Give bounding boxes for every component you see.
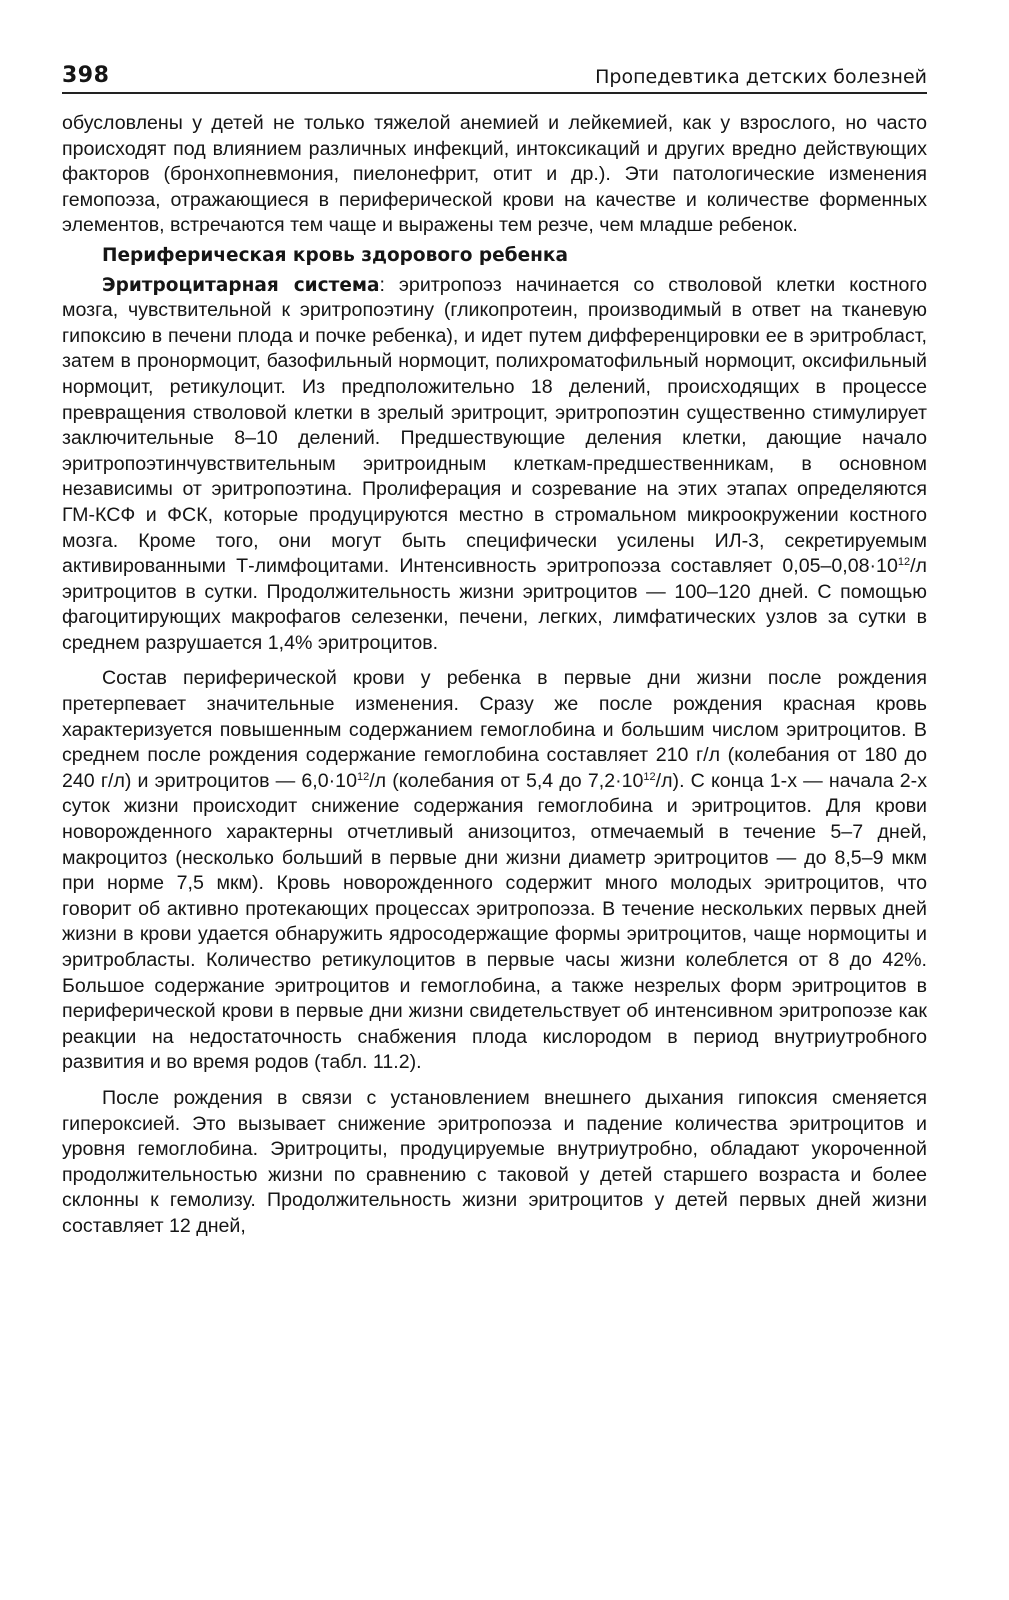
section-heading: Периферическая кровь здорового ребенка — [102, 244, 568, 266]
running-title: Пропедевтика детских болезней — [595, 66, 927, 88]
book-page — [62, 56, 927, 1240]
paragraph-3-text-a: Состав периферической крови у ребенка в первые дни жизни после рождения претерпевает значительные изменения. Сразу же после рождения красная кровь характеризуется повышенным содержанием гемоглобина и большим числом эритроцитов. В среднем после рождения содержание гемоглобина составляет 210 г/л (колебания от 180 до 240 г/л) и эритроцитов — 6,0·10 — [62, 667, 927, 792]
paragraph-3-superscript-1: 12 — [356, 770, 370, 783]
paragraph-3-text-c: /л). С конца 1-х — начала 2-х суток жизни происходит снижение содержания гемоглобина и эритроцитов. Для крови новорожденного характерны отчетливый анизоцитоз, отмечаемый в течение 5–7 дней, макроцитоз (несколько больший в первые дни жизни диаметр эритроцитов — до 8,5–9 мкм при норме 7,5 мкм). Кровь новорожденного содержит много молодых эритроцитов, что говорит об активно протекающих процессах эритропоэза. В течение нескольких первых дней жизни в крови удается обнаружить ядросодержащие формы эритроцитов, чаще нормоциты и эритробласты. Количество ретикулоцитов в первые часы жизни колеблется от 8 до 42%. Большое содержание эритроцитов и гемоглобина, а также незрелых форм эритроцитов в периферической крови в первые дни жизни свидетельствует об интенсивном эритропоэзе как реакции на недостаточность снабжения плода кислородом в период внутриутробного развития и во время родов (табл. 11.2). — [62, 769, 928, 1074]
paragraph-2-superscript: 12 — [897, 556, 911, 569]
paragraph-2-lead: Эритроцитарная система — [102, 274, 380, 296]
paragraph-2-text-a: : эритропоэз начинается со стволовой клетки костного мозга, чувствительной к эритропоэтину (гликопротеин, производимый в ответ на тканевую гипоксию в печени плода и почке ребенка), и идет путем дифференцировки ее в эритробласт, затем в пронормоцит, базофильный нормоцит, полихроматофильный нормоцит, оксифильный нормоцит, ретикулоцит. Из предположительно 18 делений, происходящих в процессе превращения стволовой клетки в зрелый эритроцит, эритропоэтин существенно стимулирует заключительные 8–10 делений. Предшествующие деления клетки, дающие начало эритропоэтинчувствительным эритроидным клеткам-предшественникам, в основном независимы от эритропоэтина. Пролиферация и созревание на этих этапах определяются ГМ-КСФ и ФСК, которые продуцируются местно в стромальном микроокружении костного мозга. Кроме того, они могут быть специфически усилены ИЛ-3, секретируемым активированными Т-лимфоцитами. Интенсивность эритропоэза составляет 0,05–0,08·10 — [62, 273, 927, 578]
paragraph-1: обусловлены у детей не только тяжелой анемией и лейкемией, как у взрослого, но часто происходят под влиянием различных инфекций, интоксикаций и других вредно действующих факторов (бронхопневмония, пиелонефрит, отит и др.). Эти патологические изменения гемопоэза, отражающиеся в периферической крови на качестве и количестве форменных элементов, встречаются тем чаще и выражены тем резче, чем младше ребенок. — [62, 112, 927, 237]
paragraph-2 — [62, 273, 927, 657]
page-body — [62, 111, 927, 1240]
paragraph-3 — [62, 666, 927, 1076]
paragraph-3-text-b: /л (колебания от 5,4 до 7,2·10 — [369, 769, 644, 792]
paragraph-3-superscript-2: 12 — [643, 770, 656, 783]
page-header — [62, 56, 927, 94]
page-number: 398 — [62, 63, 110, 88]
paragraph-4: После рождения в связи с установлением внешнего дыхания гипоксия сменяется гипероксией. Это вызывает снижение эритропоэза и падение количества эритроцитов и уровня гемоглобина. Эритроциты, продуцируемые внутриутробно, обладают укороченной продолжительностью жизни по сравнению с таковой у детей старшего возраста и более склонны к гемолизу. Продолжительность жизни эритроцитов у детей первых дней жизни составляет 12 дней, — [62, 1086, 927, 1237]
paragraph-2-text-b: /л эритроцитов в сутки. Продолжительность жизни эритроцитов — 100–120 дней. С помощью фагоцитирующих макрофагов селезенки, печени, легких, лимфатических узлов за сутки в среднем разрушается 1,4% эритроцитов. — [62, 555, 927, 654]
